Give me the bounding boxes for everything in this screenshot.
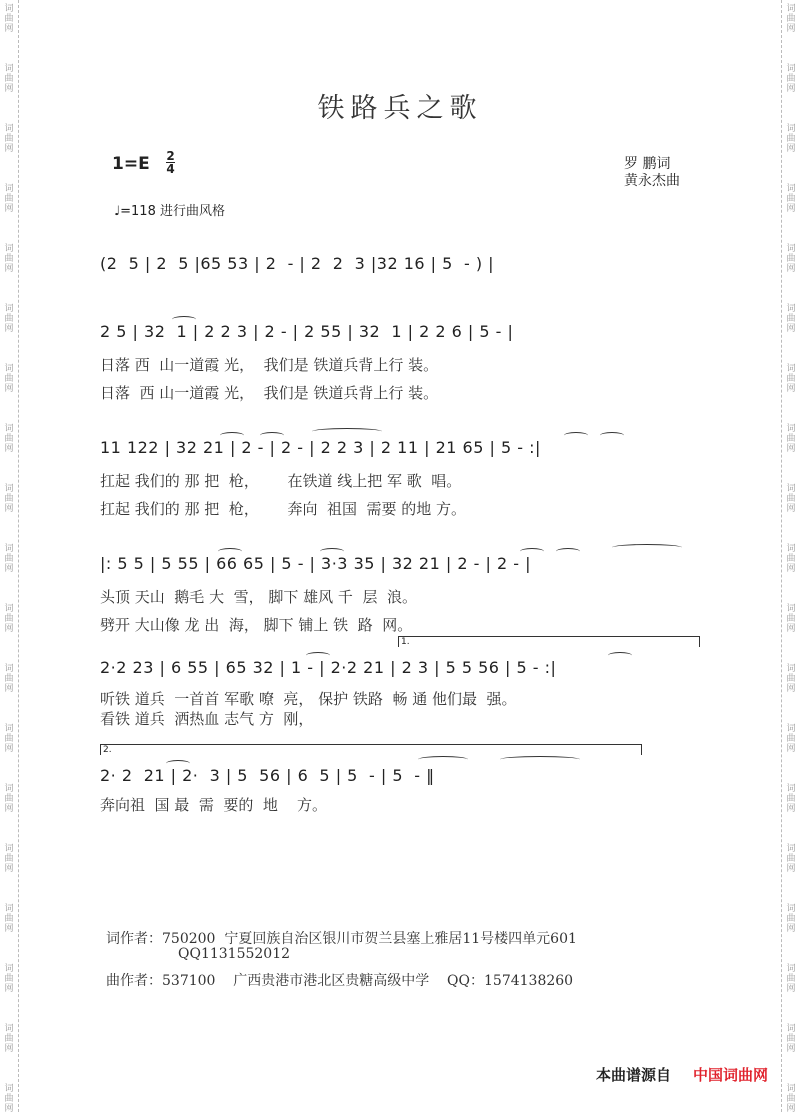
watermark-glyph: 曲 [786, 854, 796, 864]
watermark-glyph: 词 [786, 184, 796, 194]
watermark-glyph: 词 [786, 964, 796, 974]
watermark-glyph: 网 [4, 504, 14, 514]
time-bottom: 4 [166, 162, 175, 176]
watermark-group [4, 784, 13, 814]
watermark-glyph: 词 [786, 544, 796, 554]
watermark-glyph: 曲 [786, 134, 796, 144]
footer-composer: 曲作者：537100 广西贵港市港北区贵糖高级中学 QQ：1574138260 [106, 973, 574, 989]
notes-line: (2 5 | 2 5 |65 53 | 2 - | 2 2 3 |32 16 | 5 - ) | [100, 254, 495, 273]
watermark-glyph: 词 [4, 964, 14, 974]
watermark-glyph: 曲 [786, 254, 796, 264]
lyric-line-1: 扛起 我们的 那 把 枪， 在铁道 线上把 军 歌 唱。 [100, 472, 462, 490]
watermark-glyph: 曲 [4, 254, 14, 264]
watermark-glyph: 词 [4, 124, 14, 134]
watermark-group [786, 244, 795, 274]
watermark-group [786, 604, 795, 634]
watermark-glyph: 网 [786, 204, 796, 214]
watermark-glyph: 曲 [786, 1094, 796, 1104]
watermark-glyph: 词 [786, 64, 796, 74]
watermark-glyph: 词 [786, 724, 796, 734]
watermark-glyph: 词 [786, 484, 796, 494]
watermark-glyph: 曲 [786, 494, 796, 504]
watermark-glyph: 词 [4, 604, 14, 614]
watermark-glyph: 曲 [4, 614, 14, 624]
watermark-glyph: 曲 [786, 434, 796, 444]
watermark-glyph: 网 [4, 744, 14, 754]
watermark-glyph: 词 [786, 1024, 796, 1034]
notes-line: 2·2 23 | 6 55 | 65 32 | 1 - | 2·2 21 | 2 3 | 5 5 56 | 5 - :| [100, 658, 557, 677]
watermark-glyph: 网 [4, 924, 14, 934]
composer: 黄永杰曲 [624, 173, 680, 189]
watermark-glyph: 网 [786, 564, 796, 574]
watermark-glyph: 曲 [4, 734, 14, 744]
credits [624, 156, 680, 190]
watermark-glyph: 网 [4, 204, 14, 214]
watermark-group [786, 1084, 795, 1114]
lyric-line-2: 劈开 大山像 龙 出 海， 脚下 铺上 铁 路 网。 [100, 616, 413, 634]
watermark-glyph: 网 [786, 324, 796, 334]
watermark-group [4, 1084, 13, 1114]
notes-line: 2· 2 21 | 2· 3 | 5 56 | 6 5 | 5 - | 5 - ‖ [100, 766, 435, 785]
time-signature [166, 150, 175, 175]
watermark-glyph: 词 [786, 1084, 796, 1094]
tie [312, 428, 382, 435]
watermark-group [786, 4, 795, 34]
watermark-glyph: 词 [4, 484, 14, 494]
lyric-line-1: 头顶 天山 鹅毛 大 雪， 脚下 雄风 千 层 浪。 [100, 588, 417, 606]
watermark-glyph: 曲 [786, 614, 796, 624]
watermark-glyph: 曲 [786, 734, 796, 744]
watermark-glyph: 词 [786, 244, 796, 254]
watermark-glyph: 词 [786, 844, 796, 854]
watermark-glyph: 词 [4, 784, 14, 794]
watermark-glyph: 曲 [4, 974, 14, 984]
watermark-group [786, 844, 795, 874]
watermark-glyph: 曲 [4, 794, 14, 804]
watermark-glyph: 词 [4, 544, 14, 554]
watermark-glyph: 词 [4, 844, 14, 854]
watermark-glyph: 词 [4, 424, 14, 434]
tie [612, 544, 682, 551]
lyric-line-2: 看铁 道兵 洒热血 志气 方 刚， [100, 710, 314, 728]
watermark-glyph: 词 [786, 424, 796, 434]
watermark-group [4, 844, 13, 874]
watermark-glyph: 曲 [4, 494, 14, 504]
source-site-link[interactable]: 中国词曲网 [692, 1066, 768, 1084]
watermark-glyph: 词 [786, 124, 796, 134]
watermark-glyph: 网 [786, 144, 796, 154]
watermark-glyph: 网 [4, 624, 14, 634]
tempo-marking: ♩=118 进行曲风格 [114, 204, 225, 219]
watermark-group [4, 544, 13, 574]
watermark-glyph: 曲 [786, 14, 796, 24]
volta-2: 2. [100, 744, 642, 755]
watermark-group [786, 1024, 795, 1054]
watermark-glyph: 网 [786, 504, 796, 514]
watermark-group [4, 124, 13, 154]
watermark-glyph: 曲 [786, 914, 796, 924]
footer-lyricist: 词作者：750200 宁夏回族自治区银川市贺兰县塞上雅居11号楼四单元601 [106, 931, 577, 947]
watermark-glyph: 词 [786, 304, 796, 314]
watermark-group [786, 304, 795, 334]
watermark-group [786, 664, 795, 694]
watermark-glyph: 曲 [786, 674, 796, 684]
lyric-line-1: 听铁 道兵 一首首 军歌 嘹 亮， 保护 铁路 畅 通 他们最 强。 [100, 690, 517, 708]
watermark-glyph: 词 [4, 304, 14, 314]
watermark-glyph: 网 [786, 444, 796, 454]
watermark-group [4, 1024, 13, 1054]
time-top: 2 [166, 149, 175, 163]
watermark-glyph: 词 [4, 1024, 14, 1034]
watermark-glyph: 网 [786, 984, 796, 994]
watermark-glyph: 网 [4, 144, 14, 154]
watermark-glyph: 曲 [786, 74, 796, 84]
tie [418, 756, 468, 763]
right-watermark-strip [781, 0, 800, 1112]
watermark-glyph: 词 [4, 1084, 14, 1094]
watermark-group [4, 484, 13, 514]
watermark-glyph: 词 [4, 184, 14, 194]
watermark-glyph: 曲 [4, 194, 14, 204]
watermark-glyph: 网 [786, 744, 796, 754]
watermark-glyph: 曲 [786, 974, 796, 984]
watermark-group [786, 724, 795, 754]
watermark-glyph: 网 [4, 324, 14, 334]
watermark-glyph: 曲 [786, 374, 796, 384]
watermark-glyph: 词 [786, 604, 796, 614]
watermark-glyph: 网 [4, 1044, 14, 1054]
volta-1: 1. [398, 636, 700, 647]
watermark-glyph: 曲 [4, 434, 14, 444]
lyric-line-2: 日落 西 山一道霞 光， 我们是 铁道兵背上行 装。 [100, 384, 439, 402]
watermark-group [4, 244, 13, 274]
watermark-glyph: 网 [786, 1044, 796, 1054]
watermark-group [786, 784, 795, 814]
watermark-glyph: 曲 [4, 914, 14, 924]
watermark-glyph: 曲 [4, 1034, 14, 1044]
watermark-glyph: 词 [786, 784, 796, 794]
watermark-glyph: 曲 [786, 554, 796, 564]
watermark-glyph: 词 [786, 904, 796, 914]
watermark-glyph: 网 [4, 864, 14, 874]
watermark-glyph: 词 [4, 904, 14, 914]
watermark-glyph: 网 [4, 444, 14, 454]
watermark-group [4, 904, 13, 934]
notes-line: 11 122 | 32 21 | 2 - | 2 - | 2 2 3 | 2 11 | 21 65 | 5 - :| [100, 438, 541, 457]
source-label: 本曲谱源自 [595, 1066, 671, 1084]
watermark-glyph: 网 [786, 624, 796, 634]
lyricist: 罗 鹏词 [624, 156, 671, 172]
watermark-glyph: 网 [786, 24, 796, 34]
watermark-glyph: 词 [4, 64, 14, 74]
watermark-glyph: 曲 [4, 374, 14, 384]
watermark-group [4, 304, 13, 334]
watermark-glyph: 词 [4, 364, 14, 374]
watermark-group [786, 124, 795, 154]
watermark-group [786, 364, 795, 394]
watermark-glyph: 曲 [786, 1034, 796, 1044]
watermark-glyph: 网 [786, 804, 796, 814]
notes-line: |: 5 5 | 5 55 | 66 65 | 5 - | 3·3 35 | 32 21 | 2 - | 2 - | [100, 554, 531, 573]
watermark-glyph: 网 [4, 1104, 14, 1114]
watermark-glyph: 曲 [786, 314, 796, 324]
watermark-glyph: 词 [786, 664, 796, 674]
notes-line: 2 5 | 32 1 | 2 2 3 | 2 - | 2 55 | 32 1 | 2 2 6 | 5 - | [100, 322, 514, 341]
footer-lyricist-qq: QQ1131552012 [178, 946, 291, 962]
watermark-glyph: 曲 [4, 554, 14, 564]
watermark-glyph: 曲 [4, 674, 14, 684]
watermark-glyph: 曲 [4, 134, 14, 144]
watermark-glyph: 网 [786, 684, 796, 694]
watermark-glyph: 网 [786, 864, 796, 874]
left-watermark-strip [0, 0, 19, 1112]
watermark-glyph: 词 [4, 244, 14, 254]
watermark-glyph: 网 [786, 84, 796, 94]
watermark-glyph: 网 [4, 84, 14, 94]
watermark-group [786, 484, 795, 514]
watermark-glyph: 网 [4, 24, 14, 34]
watermark-group [786, 964, 795, 994]
watermark-glyph: 网 [786, 264, 796, 274]
watermark-glyph: 曲 [786, 194, 796, 204]
watermark-glyph: 曲 [4, 854, 14, 864]
watermark-group [4, 4, 13, 34]
watermark-group [4, 604, 13, 634]
watermark-glyph: 网 [786, 924, 796, 934]
source-credit [596, 1064, 768, 1085]
watermark-glyph: 网 [4, 264, 14, 274]
watermark-group [4, 724, 13, 754]
watermark-group [786, 904, 795, 934]
watermark-group [4, 424, 13, 454]
lyric-line-2: 扛起 我们的 那 把 枪， 奔向 祖国 需要 的地 方。 [100, 500, 467, 518]
watermark-glyph: 词 [786, 364, 796, 374]
watermark-glyph: 网 [786, 384, 796, 394]
lyric-line-1: 日落 西 山一道霞 光， 我们是 铁道兵背上行 装。 [100, 356, 439, 374]
watermark-glyph: 网 [4, 984, 14, 994]
watermark-glyph: 网 [4, 804, 14, 814]
key-signature: 1=E [112, 154, 150, 174]
watermark-group [786, 544, 795, 574]
watermark-glyph: 曲 [4, 314, 14, 324]
tie [500, 756, 580, 763]
watermark-group [4, 184, 13, 214]
watermark-group [786, 424, 795, 454]
watermark-glyph: 网 [4, 384, 14, 394]
watermark-glyph: 词 [4, 4, 14, 14]
watermark-glyph: 曲 [4, 1094, 14, 1104]
watermark-glyph: 词 [4, 664, 14, 674]
watermark-glyph: 网 [4, 564, 14, 574]
song-title: 铁路兵之歌 [317, 93, 483, 124]
watermark-group [4, 664, 13, 694]
watermark-group [4, 364, 13, 394]
watermark-group [4, 964, 13, 994]
watermark-glyph: 曲 [786, 794, 796, 804]
watermark-glyph: 词 [786, 4, 796, 14]
watermark-glyph: 网 [786, 1104, 796, 1114]
watermark-glyph: 词 [4, 724, 14, 734]
lyric-line-1: 奔向祖 国 最 需 要的 地 方。 [100, 796, 327, 814]
watermark-glyph: 曲 [4, 74, 14, 84]
watermark-glyph: 曲 [4, 14, 14, 24]
watermark-group [786, 184, 795, 214]
watermark-glyph: 网 [4, 684, 14, 694]
